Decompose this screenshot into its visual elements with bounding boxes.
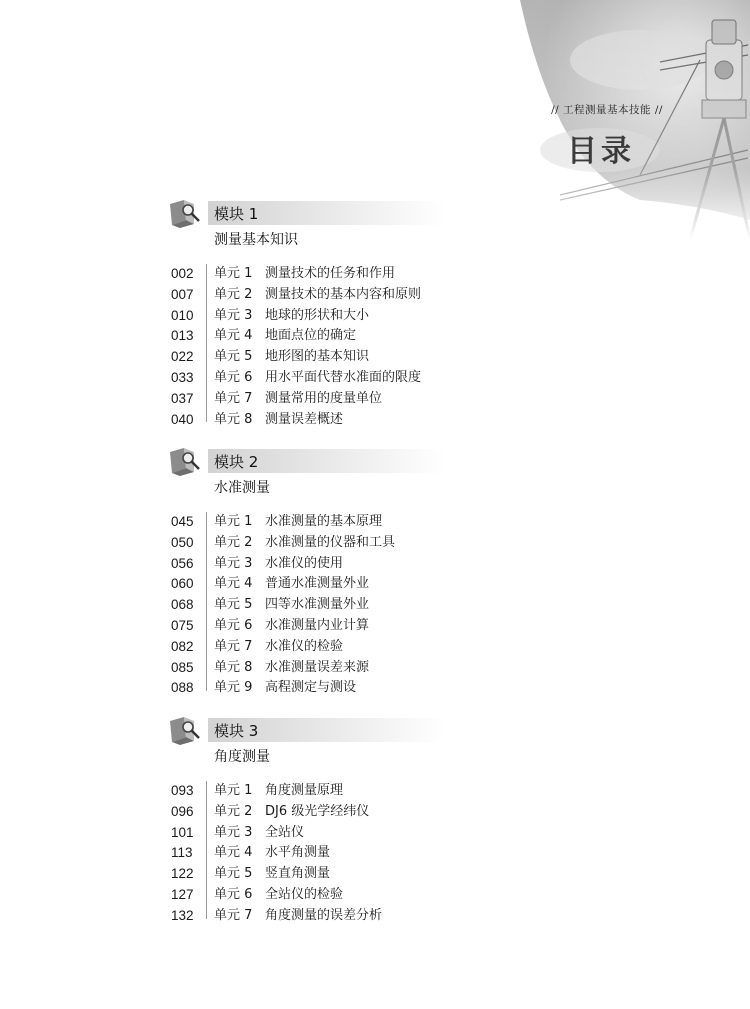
unit-title: 高程测定与测设 — [265, 680, 357, 696]
unit-title: 测量常用的度量单位 — [265, 390, 383, 406]
toc-entry[interactable] — [168, 781, 588, 802]
unit-title: 水准仪的检验 — [265, 638, 344, 654]
unit-label: 单元 3 — [214, 824, 253, 840]
unit-label: 单元 4 — [214, 328, 253, 344]
unit-title: 用水平面代替水准面的限度 — [265, 369, 422, 385]
unit-title: 水准测量内业计算 — [265, 617, 370, 633]
toc-entry[interactable] — [168, 533, 588, 554]
module-label: 模块 1 — [214, 205, 259, 223]
module-label: 模块 3 — [214, 722, 259, 740]
magnifier-book-icon — [168, 446, 202, 476]
page-number: 101 — [171, 824, 194, 840]
toc-entry[interactable] — [168, 512, 588, 533]
series-title: // 工程测量基本技能 // — [551, 104, 663, 116]
module-tab — [208, 449, 444, 473]
page-number: 075 — [171, 617, 194, 633]
page-number: 122 — [171, 866, 194, 882]
page-number: 082 — [171, 638, 194, 654]
toc-entry[interactable] — [168, 554, 588, 575]
toc-entry[interactable] — [168, 864, 588, 885]
unit-title: 测量技术的任务和作用 — [265, 266, 396, 281]
magnifier-book-icon — [168, 198, 202, 228]
page-title: 目录 — [567, 134, 635, 169]
unit-title: 水准测量的基本原理 — [265, 514, 383, 529]
toc-entry[interactable] — [168, 802, 588, 823]
toc-entry[interactable] — [168, 326, 588, 347]
toc-entry[interactable] — [168, 347, 588, 368]
page-number: 037 — [171, 390, 194, 406]
unit-title: 全站仪的检验 — [265, 886, 344, 902]
unit-label: 单元 6 — [214, 617, 253, 633]
page-number: 040 — [171, 411, 194, 427]
unit-label: 单元 2 — [214, 803, 253, 819]
unit-label: 单元 7 — [214, 907, 253, 923]
unit-label: 单元 2 — [214, 534, 253, 550]
module-tab — [208, 718, 444, 742]
toc-entry[interactable] — [168, 389, 588, 410]
module-subtitle: 水准测量 — [214, 480, 270, 496]
unit-label: 单元 6 — [214, 886, 253, 902]
page-number: 060 — [171, 576, 194, 592]
toc-list — [168, 512, 588, 699]
unit-title: 四等水准测量外业 — [265, 597, 370, 613]
unit-title: 水平角测量 — [265, 845, 331, 861]
toc-entry[interactable] — [168, 843, 588, 864]
unit-label: 单元 6 — [214, 369, 253, 385]
toc-list — [168, 781, 588, 927]
page-number: 085 — [171, 659, 194, 675]
page-number: 113 — [171, 845, 193, 861]
unit-label: 单元 4 — [214, 845, 253, 861]
unit-label: 单元 1 — [214, 783, 253, 798]
toc-entry[interactable] — [168, 906, 588, 927]
unit-label: 单元 8 — [214, 659, 253, 675]
page-number: 007 — [171, 286, 194, 302]
magnifier-book-icon — [168, 715, 202, 745]
page-number: 022 — [171, 349, 194, 365]
unit-label: 单元 5 — [214, 349, 253, 365]
toc-entry[interactable] — [168, 678, 588, 699]
toc-entry[interactable] — [168, 410, 588, 431]
unit-label: 单元 1 — [214, 514, 253, 529]
unit-label: 单元 1 — [214, 266, 253, 281]
unit-label: 单元 5 — [214, 597, 253, 613]
unit-label: 单元 2 — [214, 286, 253, 302]
unit-title: 普通水准测量外业 — [265, 576, 370, 592]
page-number: 127 — [171, 886, 194, 902]
unit-label: 单元 3 — [214, 555, 253, 571]
page-number: 132 — [171, 907, 194, 923]
unit-title: 水准测量误差来源 — [265, 659, 370, 675]
toc-entry[interactable] — [168, 595, 588, 616]
toc-entry[interactable] — [168, 885, 588, 906]
toc-entry[interactable] — [168, 616, 588, 637]
unit-label: 单元 7 — [214, 638, 253, 654]
unit-title: 测量误差概述 — [265, 411, 344, 427]
page-number: 050 — [171, 534, 194, 550]
unit-title: 地球的形状和大小 — [265, 307, 370, 323]
unit-label: 单元 5 — [214, 866, 253, 882]
toc-entry[interactable] — [168, 368, 588, 389]
module-label: 模块 2 — [214, 453, 259, 471]
page-number: 033 — [171, 369, 194, 385]
page-number: 093 — [171, 783, 194, 798]
page-number: 045 — [171, 514, 194, 529]
module-subtitle: 测量基本知识 — [214, 232, 298, 248]
unit-title: 水准测量的仪器和工具 — [265, 534, 396, 550]
page-number: 013 — [171, 328, 194, 344]
page-number: 056 — [171, 555, 194, 571]
module-tab — [208, 201, 444, 225]
unit-label: 单元 4 — [214, 576, 253, 592]
unit-label: 单元 9 — [214, 680, 253, 696]
page-number: 088 — [171, 680, 194, 696]
unit-title: 全站仪 — [265, 824, 305, 840]
unit-title: 测量技术的基本内容和原则 — [265, 286, 422, 302]
unit-title: 地形图的基本知识 — [265, 349, 370, 365]
unit-title: 水准仪的使用 — [265, 555, 344, 571]
toc-entry[interactable] — [168, 306, 588, 327]
toc-entry[interactable] — [168, 823, 588, 844]
page-number: 068 — [171, 597, 194, 613]
page-number: 096 — [171, 803, 194, 819]
unit-label: 单元 8 — [214, 411, 253, 427]
page-number: 010 — [171, 307, 194, 323]
toc-entry[interactable] — [168, 264, 588, 285]
toc-entry[interactable] — [168, 637, 588, 658]
toc-entry[interactable] — [168, 574, 588, 595]
unit-label: 单元 3 — [214, 307, 253, 323]
toc-entry[interactable] — [168, 285, 588, 306]
unit-label: 单元 7 — [214, 390, 253, 406]
page-number: 002 — [171, 266, 194, 281]
toc-entry[interactable] — [168, 658, 588, 679]
toc-list — [168, 264, 588, 430]
unit-title: 角度测量的误差分析 — [265, 907, 383, 923]
unit-title: 角度测量原理 — [265, 783, 344, 798]
unit-title: DJ6 级光学经纬仪 — [265, 803, 370, 819]
unit-title: 地面点位的确定 — [265, 328, 357, 344]
unit-title: 竖直角测量 — [265, 866, 331, 882]
module-subtitle: 角度测量 — [214, 749, 270, 765]
